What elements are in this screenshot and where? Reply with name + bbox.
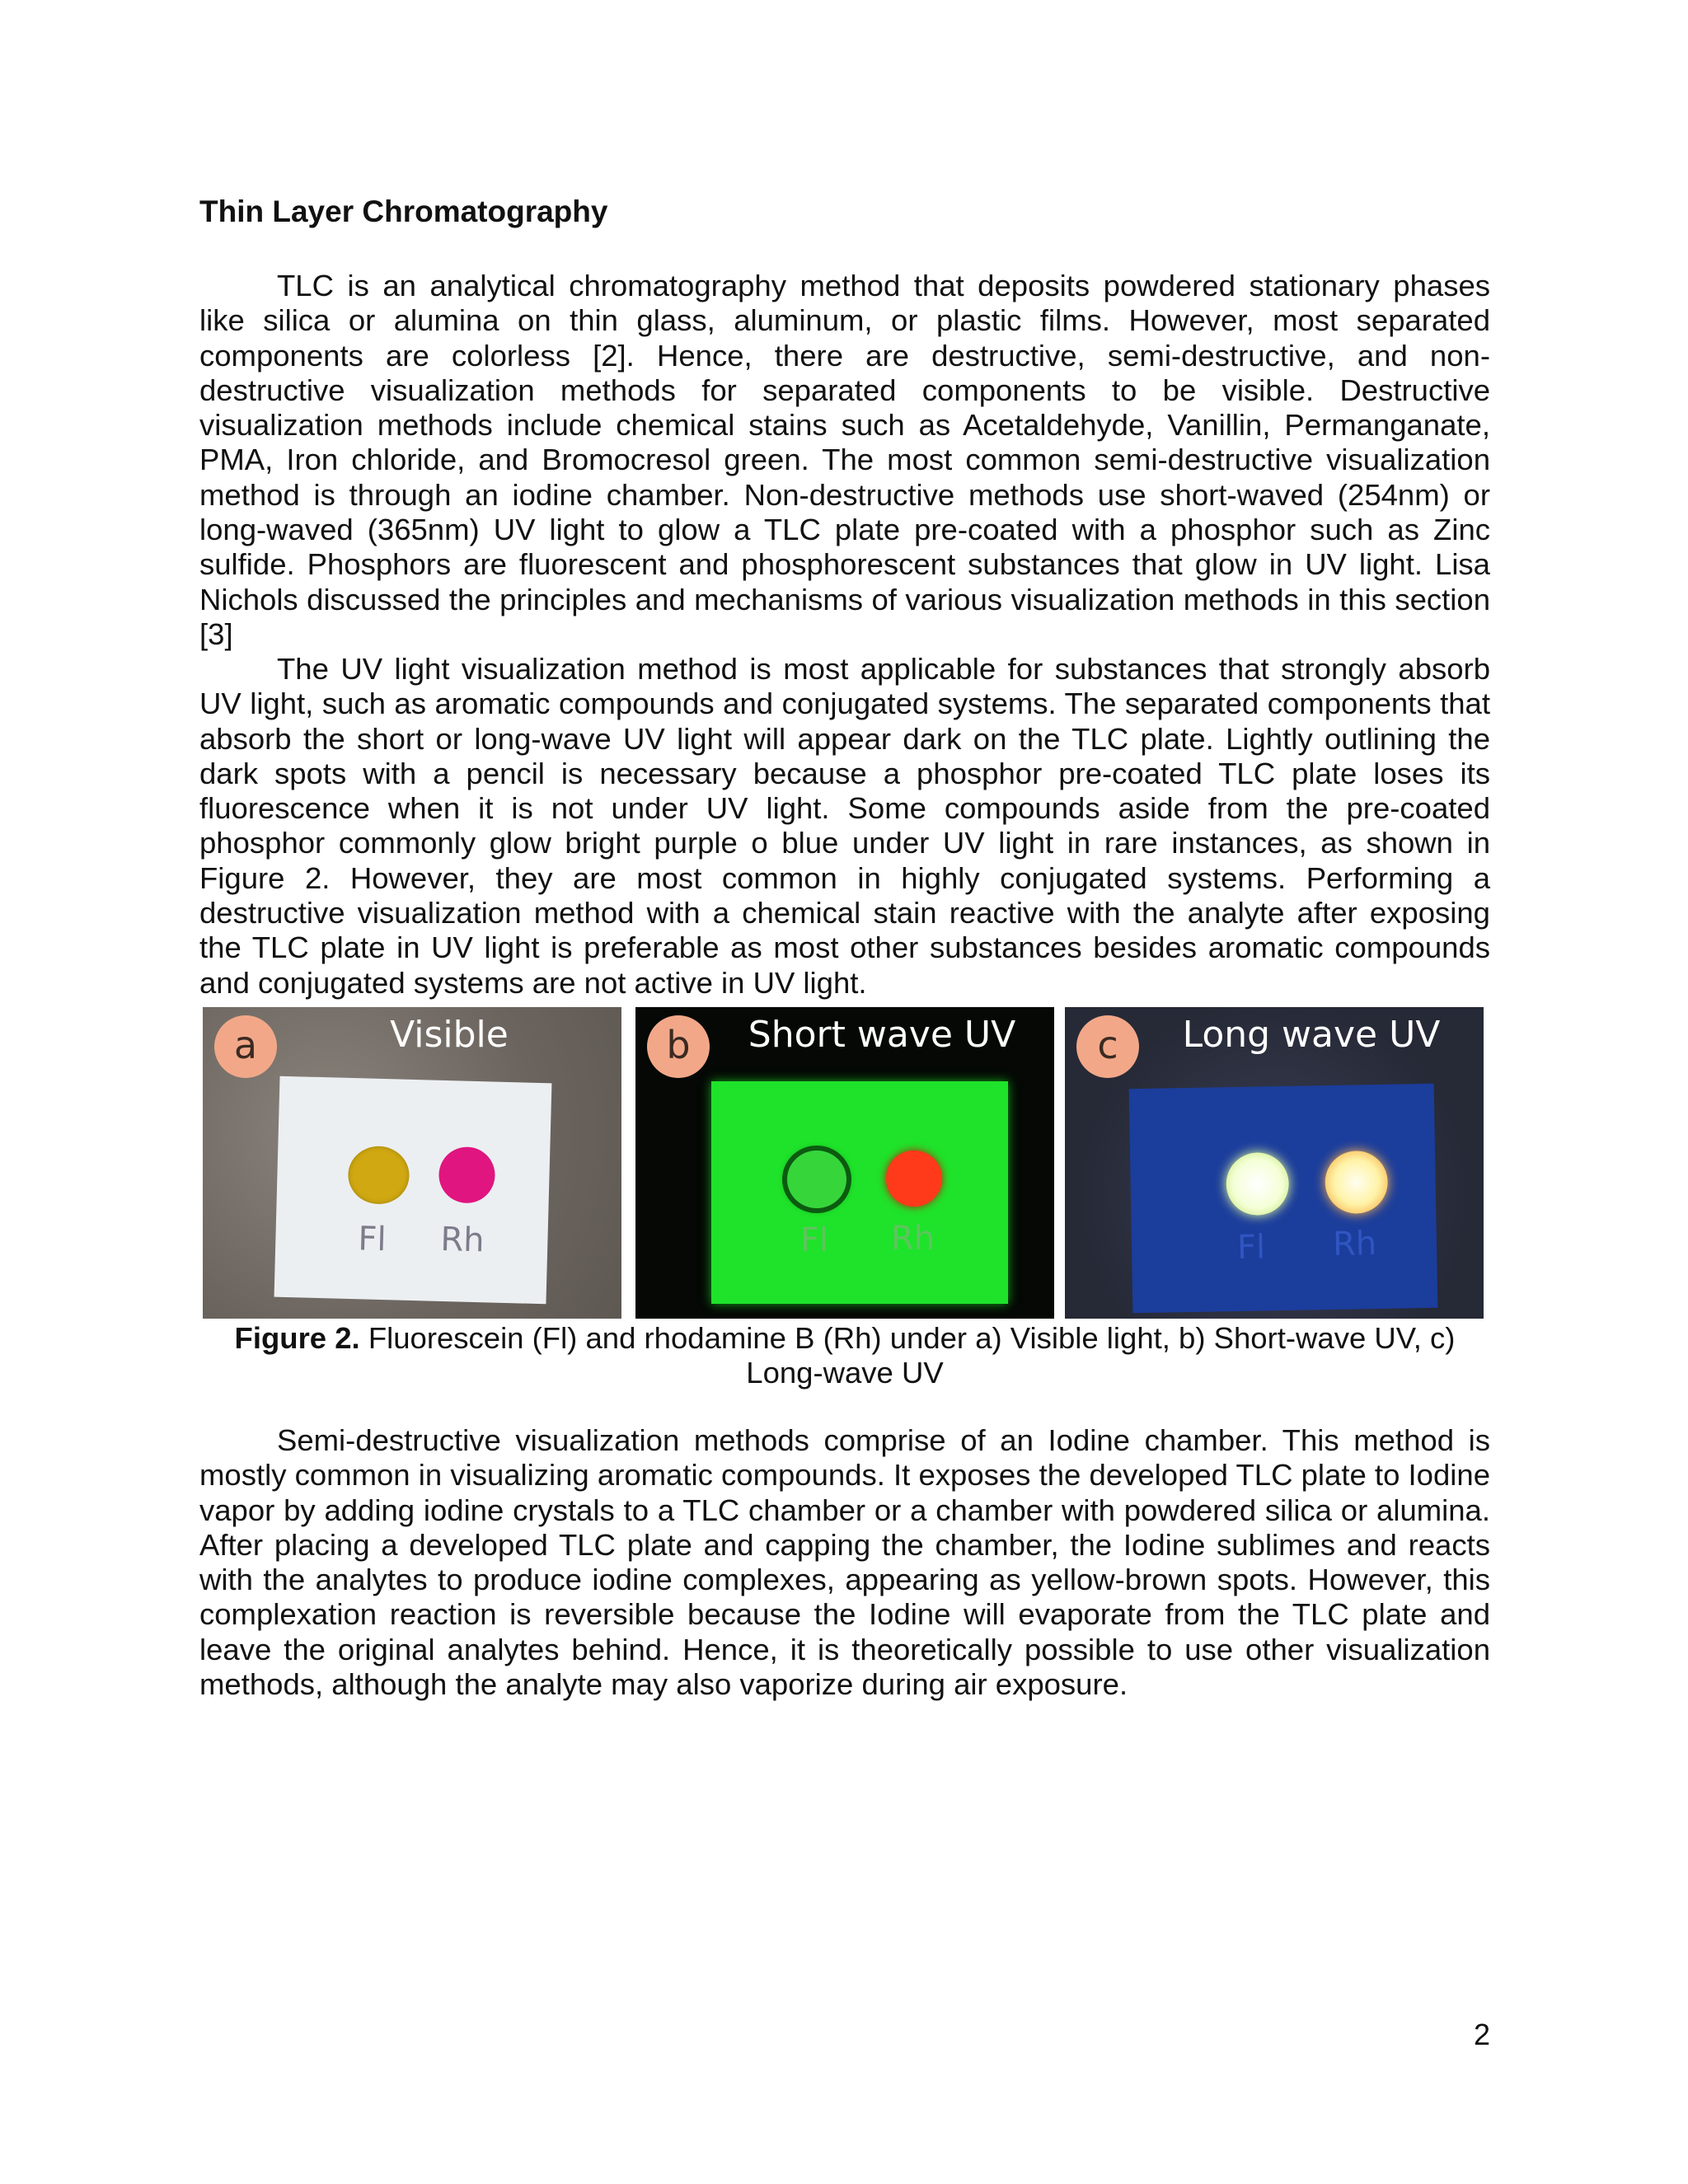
fluorescein-spot	[348, 1146, 410, 1205]
section-title: Thin Layer Chromatography	[199, 194, 608, 228]
plate-label-fl: Fl	[357, 1220, 387, 1259]
rhodamine-spot	[1325, 1151, 1388, 1214]
paragraph-3: Semi-destructive visualization methods comprise of an Iodine chamber. This method is mostly common in visualizing aromatic compounds. It exposes the developed TLC plate to Iodine vapor by adding iodine crystals to a TLC chamber or a chamber with powdered silica or alumina. After placing a developed TLC plate and capping the chamber, the Iodine sublimes and reacts with the analytes to produce iodine complexes, appearing as yellow-brown spots. However, this complexation reaction is reversible because the Iodine will evaporate from the TLC plate and leave the original analytes behind. Hence, it is theoretically possible to use other visualization methods, although the analyte may also vaporize during air exposure.	[199, 1423, 1490, 1702]
figure-panel-short-wave-uv	[635, 1007, 1054, 1319]
figure-caption-text: Fluorescein (Fl) and rhodamine B (Rh) under a) Visible light, b) Short-wave UV, c) Long-wave UV	[359, 1321, 1456, 1390]
panel-title: Visible	[390, 1014, 509, 1056]
figure-panel-visible	[203, 1007, 621, 1319]
panel-title: Short wave UV	[748, 1014, 1016, 1056]
figure-caption-label: Figure 2.	[234, 1321, 360, 1355]
panel-title: Long wave UV	[1182, 1014, 1441, 1056]
plate-label-fl: Fl	[800, 1221, 829, 1259]
paragraph-2: The UV light visualization method is most applicable for substances that strongly absorb UV light, such as aromatic compounds and conjugated systems. The separated components that absorb the short or long-wave UV light will appear dark on the TLC plate. Lightly outlining the dark spots with a pencil is necessary because a phosphor pre-coated TLC plate loses its fluorescence when it is not under UV light. Some compounds aside from the pre-coated phosphor commonly glow bright purple o blue under UV light in rare instances, as shown in Figure 2. However, they are most common in highly conjugated systems. Performing a destructive visualization method with a chemical stain reactive with the analyte after exposing the TLC plate in UV light is preferable as most other substances besides aromatic compounds and conjugated systems are not active in UV light.	[199, 652, 1490, 1000]
plate-label-rh: Rh	[891, 1220, 935, 1258]
rhodamine-spot	[886, 1151, 942, 1207]
fluorescein-spot	[787, 1151, 846, 1208]
plate-label-fl: Fl	[1236, 1228, 1266, 1267]
figure-caption	[199, 1321, 1490, 1391]
panel-letter-badge: c	[1076, 1015, 1139, 1078]
panel-letter-badge: b	[647, 1015, 710, 1078]
figure-panel-long-wave-uv	[1065, 1007, 1484, 1319]
tlc-plate	[711, 1081, 1008, 1304]
plate-label-rh: Rh	[1332, 1225, 1377, 1263]
tlc-plate	[274, 1076, 552, 1305]
page-number: 2	[1473, 2018, 1490, 2051]
plate-label-rh: Rh	[439, 1220, 485, 1260]
tlc-plate	[1129, 1084, 1438, 1313]
rhodamine-spot	[438, 1146, 496, 1204]
paragraph-1: TLC is an analytical chromatography method that deposits powdered stationary phases like silica or alumina on thin glass, aluminum, or plastic films. However, most separated components are colorless [2]. Hence, there are destructive, semi-destructive, and non-destructive visualization methods for separated components to be visible. Destructive visualization methods include chemical stains such as Acetaldehyde, Vanillin, Permanganate, PMA, Iron chloride, and Bromocresol green. The most common semi-destructive visualization method is through an iodine chamber. Non-destructive methods use short-waved (254nm) or long-waved (365nm) UV light to glow a TLC plate pre-coated with a phosphor such as Zinc sulfide. Phosphors are fluorescent and phosphorescent substances that glow in UV light. Lisa Nichols discussed the principles and mechanisms of various visualization methods in this section [3]	[199, 269, 1490, 651]
fluorescein-spot	[1226, 1152, 1289, 1216]
panel-letter-badge: a	[214, 1015, 277, 1078]
figure-2	[203, 1007, 1487, 1319]
